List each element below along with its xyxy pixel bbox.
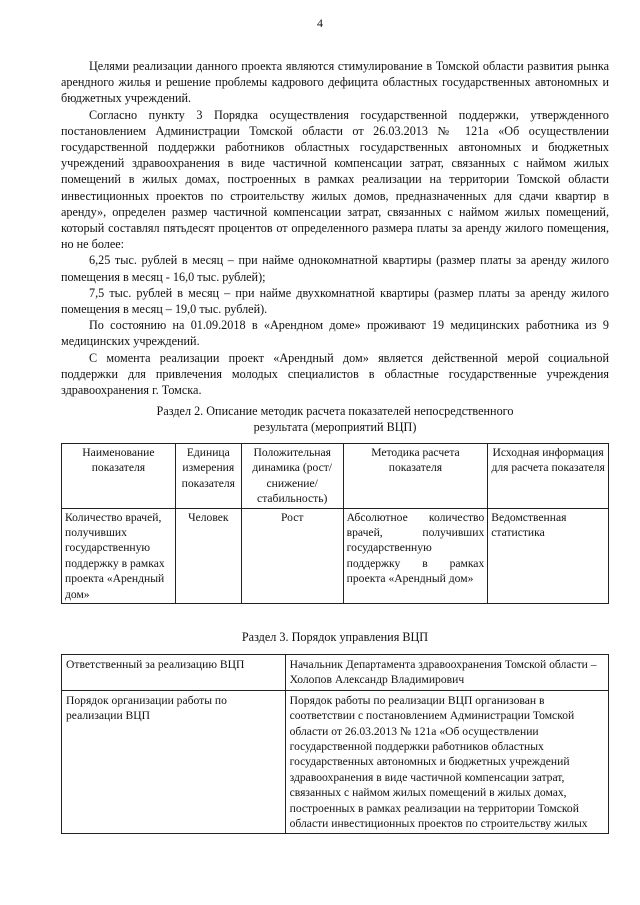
paragraph-effect: С момента реализации проект «Арендный дом» является действенной мерой социальной поддержки для привлечения молодых специалистов в областные государственные учреждения здравоохранения г. Томска.: [61, 350, 609, 398]
table-row: [62, 508, 609, 603]
section2-heading-line1: Раздел 2. Описание методик расчета показателей непосредственного: [156, 404, 514, 418]
header-source: Исходная информация для расчета показателя: [488, 444, 609, 509]
table-row: [62, 655, 609, 691]
row-value-responsible: Начальник Департамента здравоохранения Томской области – Холопов Александр Владимирович: [285, 655, 608, 691]
header-method: Методика расчета показателя: [343, 444, 488, 509]
management-table: [61, 654, 609, 834]
section2-heading: [61, 403, 609, 435]
header-indicator-name: Наименование показателя: [62, 444, 176, 509]
header-dynamics: Положительная динамика (рост/снижение/ стабильность): [241, 444, 343, 509]
row-value-work-order: Порядок работы по реализации ВЦП организован в соответствии с постановлением Администрации Томской области от 26.03.2013 № 121а «Об осуществлении государственной поддержки работников областных государственных автономных и бюджетных учреждений здравоохранения в виде частичной компенсации затрат, связанных с наймом жилых помещений в жилых домах, построенных в рамках реализации на территории Томской области инвестиционных проектов по строительству жилых: [285, 690, 608, 834]
section3-heading: Раздел 3. Порядок управления ВЦП: [241, 630, 429, 644]
body-text: [61, 58, 609, 398]
table-header-row: [62, 444, 609, 509]
page-number: 4: [317, 16, 323, 30]
paragraph-two-room: 7,5 тыс. рублей в месяц – при найме двухкомнатной квартиры (размер платы за аренду жилого помещения в месяц – 19,0 тыс. рублей).: [61, 285, 609, 317]
header-unit: Единица измерения показателя: [175, 444, 241, 509]
cell-indicator-name: Количество врачей, получивших государственную поддержку в рамках проекта «Арендный дом»: [62, 508, 176, 603]
paragraph-residents: По состоянию на 01.09.2018 в «Арендном доме» проживают 19 медицинских работника из 9 медицинских учреждений.: [61, 318, 609, 349]
paragraph-support-order: Согласно пункту 3 Порядка осуществления государственной поддержки, утвержденного постановлением Администрации Томской области от 26.03.2013 № 121а «Об осуществлении государственной поддержки работников областных государственных автономных и бюджетных учреждений здравоохранения в виде частичной компенсации затрат, связанных с наймом жилых помещений в жилых домах, построенных в рамках реализации на территории Томской области инвестиционных проектов по строительству жилых домов, предназначенных для сдачи квартир в аренду», определен размер частичной компенсации затрат, связанных с наймом жилых помещений, который составлял пятьдесят процентов от определенного размера платы за аренду жилого помещения, но не более:: [61, 107, 609, 252]
methods-table: [61, 443, 609, 604]
row-label-responsible: Ответственный за реализацию ВЦП: [62, 655, 286, 691]
paragraph-one-room: 6,25 тыс. рублей в месяц – при найме однокомнатной квартиры (размер платы за аренду жилого помещения в месяц - 16,0 тыс. рублей);: [61, 253, 609, 284]
cell-unit: Человек: [175, 508, 241, 603]
paragraph-goals: Целями реализации данного проекта являются стимулирование в Томской области развития рынка арендного жилья и решение проблемы кадрового дефицита областных государственных автономных и бюджетных учреждений.: [61, 59, 609, 106]
table-row: [62, 690, 609, 834]
row-label-work-order: Порядок организации работы по реализации ВЦП: [62, 690, 286, 834]
section2-heading-line2: результата (мероприятий ВЦП): [253, 420, 417, 434]
cell-source: Ведомственная статистика: [488, 508, 609, 603]
cell-method: Абсолютное количество врачей, получивших государственную поддержку в рамках проекта «Арендный дом»: [343, 508, 488, 603]
cell-dynamics: Рост: [241, 508, 343, 603]
